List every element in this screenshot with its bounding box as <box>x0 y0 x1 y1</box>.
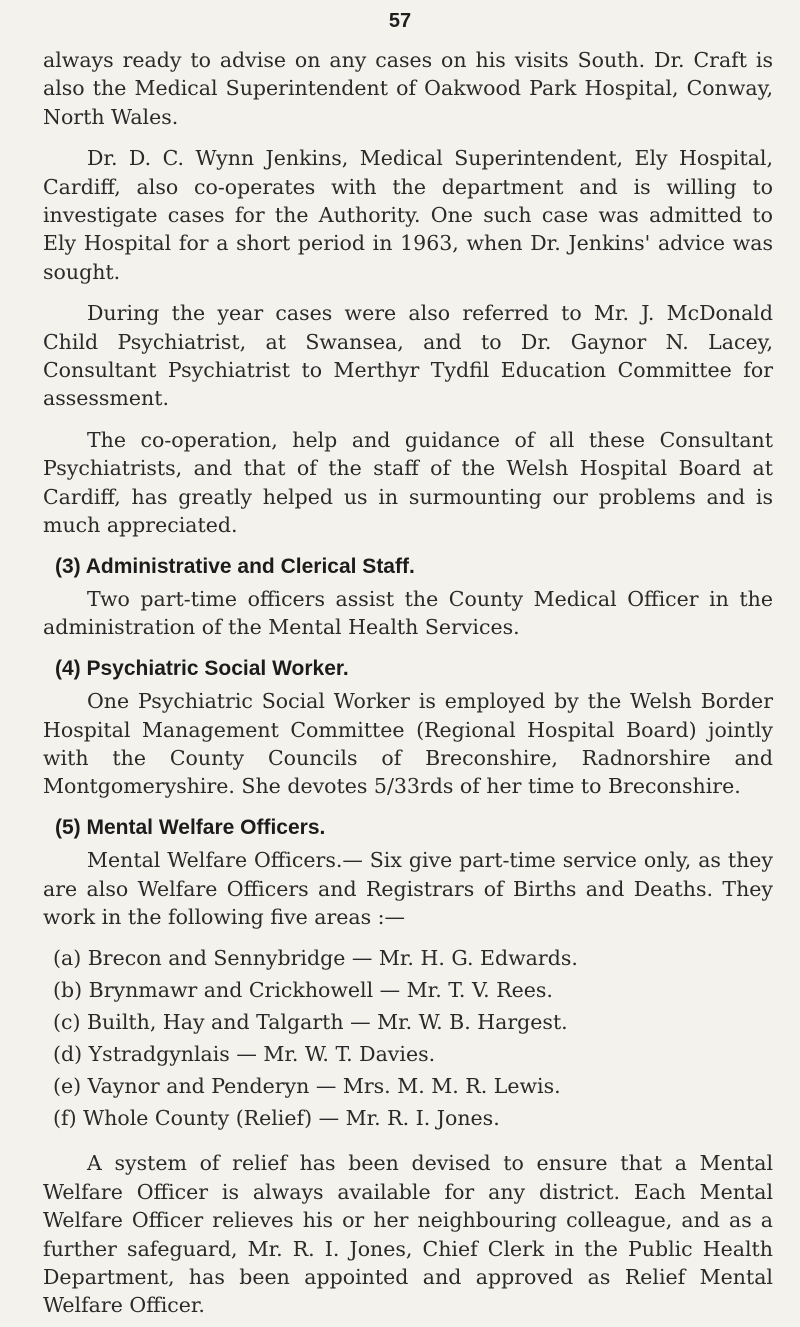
section-text-social-worker: One Psychiatric Social Worker is employed by the Welsh Border Hospital Management Committee (Regional Hospital Board) jointly with the County Councils of Breconshire, Radnorshire and Montgomeryshire. She devotes 5/33rds of her time to Breconshire. <box>43 689 773 799</box>
page-body <box>43 46 773 1320</box>
section-text-welfare-officers: Mental Welfare Officers.— Six give part-time service only, as they are also Welfare Officers and Registrars of Births and Deaths. They work in the following five areas :— <box>43 848 773 929</box>
paragraph-relief-system: A system of relief has been devised to ensure that a Mental Welfare Officer is always available for any district. Each Mental Welfare Officer relieves his or her neighbouring colleague, and as a further safeguard, Mr. R. I. Jones, Chief Clerk in the Public Health Department, has been appointed and approved as Relief Mental Welfare Officer. <box>43 1151 773 1318</box>
list-item: (f) Whole County (Relief) — Mr. R. I. Jones. <box>53 1106 500 1131</box>
section-text-admin-staff: Two part-time officers assist the County Medical Officer in the administration of the Mental Health Services. <box>43 586 773 640</box>
list-item: (e) Vaynor and Penderyn — Mrs. M. M. R. Lewis. <box>53 1074 561 1099</box>
list-item: (c) Builth, Hay and Talgarth — Mr. W. B. Hargest. <box>53 1010 568 1035</box>
paragraph-cooperation: The co-operation, help and guidance of all these Consultant Psychiatrists, and that of the staff of the Welsh Hospital Board at Cardiff, has greatly helped us in surmounting our problems and is much appreciated. <box>43 427 773 538</box>
list-item: (d) Ystradgynlais — Mr. W. T. Davies. <box>53 1042 436 1067</box>
paragraph-continued: always ready to advise on any cases on his visits South. Dr. Craft is also the Medical Superintendent of Oakwood Park Hospital, Conway, North Wales. <box>43 48 773 129</box>
list-item: (b) Brynmawr and Crickhowell — Mr. T. V. Rees. <box>53 978 553 1003</box>
section-heading-welfare-officers: (5) Mental Welfare Officers. <box>55 815 326 839</box>
paragraph-referrals: During the year cases were also referred to Mr. J. McDonald Child Psychiatrist, at Swansea, and to Dr. Gaynor N. Lacey, Consultant Psychiatrist to Merthyr Tydfil Education Committee for assessment. <box>43 301 773 411</box>
page-number: 57 <box>388 10 412 32</box>
section-heading-admin-staff: (3) Administrative and Clerical Staff. <box>55 554 415 578</box>
section-heading-social-worker: (4) Psychiatric Social Worker. <box>55 656 349 680</box>
list-item: (a) Brecon and Sennybridge — Mr. H. G. Edwards. <box>53 946 578 971</box>
paragraph-wynn-jenkins: Dr. D. C. Wynn Jenkins, Medical Superintendent, Ely Hospital, Cardiff, also co-operates with the department and is willing to investigate cases for the Authority. One such case was admitted to Ely Hospital for a short period in 1963, when Dr. Jenkins' advice was sought. <box>43 146 773 284</box>
areas-list <box>53 944 773 1132</box>
